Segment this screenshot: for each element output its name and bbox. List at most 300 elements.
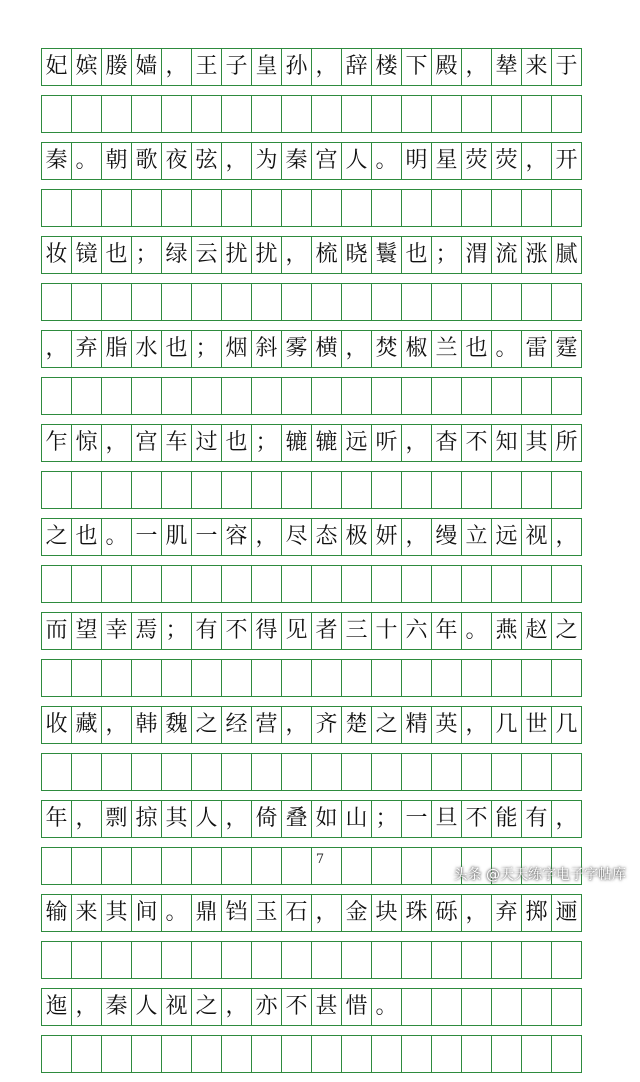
grid-cell: 也 xyxy=(71,518,102,556)
grid-cell: 极 xyxy=(341,518,372,556)
grid-cell xyxy=(41,565,72,603)
grid-cell: 嫱 xyxy=(131,48,162,86)
grid-cell xyxy=(221,283,252,321)
grid-cell: 之 xyxy=(551,612,582,650)
grid-cell: 惜 xyxy=(341,988,372,1026)
grid-cell: 铛 xyxy=(221,894,252,932)
copybook-grid xyxy=(41,48,599,1082)
grid-cell: 远 xyxy=(491,518,522,556)
grid-cell: ， xyxy=(221,988,252,1026)
grid-cell: 逦 xyxy=(551,894,582,932)
grid-cell xyxy=(71,283,102,321)
grid-cell xyxy=(371,753,402,791)
blank-practice-row xyxy=(41,377,599,415)
grid-cell xyxy=(161,283,192,321)
grid-cell xyxy=(461,189,492,227)
grid-cell: 玉 xyxy=(251,894,282,932)
grid-cell: 朝 xyxy=(101,142,132,180)
grid-cell xyxy=(251,659,282,697)
grid-cell xyxy=(311,565,342,603)
grid-cell xyxy=(461,377,492,415)
grid-cell: 开 xyxy=(551,142,582,180)
grid-cell xyxy=(281,189,312,227)
blank-practice-row xyxy=(41,1035,599,1073)
grid-cell xyxy=(461,988,492,1026)
grid-cell xyxy=(491,565,522,603)
grid-cell: 有 xyxy=(191,612,222,650)
grid-cell: 不 xyxy=(461,424,492,462)
grid-cell xyxy=(311,95,342,133)
grid-cell xyxy=(311,471,342,509)
grid-cell xyxy=(71,941,102,979)
grid-cell: 也 xyxy=(221,424,252,462)
grid-cell xyxy=(41,941,72,979)
grid-cell: 。 xyxy=(101,518,132,556)
grid-cell xyxy=(131,753,162,791)
grid-cell: 世 xyxy=(521,706,552,744)
grid-cell xyxy=(491,95,522,133)
grid-cell xyxy=(341,471,372,509)
grid-cell xyxy=(281,283,312,321)
grid-cell: 人 xyxy=(131,988,162,1026)
grid-cell xyxy=(221,941,252,979)
grid-cell: 砾 xyxy=(431,894,462,932)
grid-cell: ， xyxy=(311,894,342,932)
grid-cell xyxy=(131,659,162,697)
grid-cell: ， xyxy=(221,800,252,838)
grid-cell: ， xyxy=(311,48,342,86)
grid-cell: 绿 xyxy=(161,236,192,274)
grid-cell xyxy=(551,753,582,791)
grid-cell: 镜 xyxy=(71,236,102,274)
grid-cell: 见 xyxy=(281,612,312,650)
grid-cell xyxy=(341,941,372,979)
grid-cell: 不 xyxy=(281,988,312,1026)
grid-cell: 亦 xyxy=(251,988,282,1026)
grid-cell: 楚 xyxy=(341,706,372,744)
grid-cell: 子 xyxy=(221,48,252,86)
grid-cell xyxy=(431,189,462,227)
grid-cell: 尽 xyxy=(281,518,312,556)
grid-cell xyxy=(251,941,282,979)
grid-cell: 赵 xyxy=(521,612,552,650)
grid-cell xyxy=(251,471,282,509)
grid-cell: 一 xyxy=(131,518,162,556)
page-number: 7 xyxy=(315,852,325,867)
grid-cell xyxy=(551,565,582,603)
grid-cell: 态 xyxy=(311,518,342,556)
grid-cell xyxy=(341,95,372,133)
grid-cell xyxy=(281,565,312,603)
grid-cell xyxy=(401,565,432,603)
grid-cell: 殿 xyxy=(431,48,462,86)
grid-cell xyxy=(461,659,492,697)
watermark: 头条 @天天练字电子字帖库 xyxy=(453,867,626,883)
grid-cell: 弃 xyxy=(491,894,522,932)
grid-cell: 弦 xyxy=(191,142,222,180)
grid-cell: 一 xyxy=(191,518,222,556)
grid-cell: 也 xyxy=(461,330,492,368)
grid-cell: 间 xyxy=(131,894,162,932)
grid-cell: ； xyxy=(191,330,222,368)
grid-cell xyxy=(131,1035,162,1073)
blank-practice-row xyxy=(41,565,599,603)
grid-cell xyxy=(551,377,582,415)
grid-cell xyxy=(191,565,222,603)
grid-cell: 肌 xyxy=(161,518,192,556)
grid-cell xyxy=(461,95,492,133)
grid-cell xyxy=(251,95,282,133)
grid-cell xyxy=(521,471,552,509)
grid-cell: 秦 xyxy=(41,142,72,180)
grid-cell: 王 xyxy=(191,48,222,86)
grid-cell: 几 xyxy=(551,706,582,744)
grid-cell: 之 xyxy=(371,706,402,744)
grid-cell xyxy=(281,471,312,509)
grid-cell: 叠 xyxy=(281,800,312,838)
grid-cell xyxy=(401,95,432,133)
grid-cell xyxy=(371,941,402,979)
grid-cell: 有 xyxy=(521,800,552,838)
grid-cell: 年 xyxy=(41,800,72,838)
grid-cell: 齐 xyxy=(311,706,342,744)
grid-cell: 能 xyxy=(491,800,522,838)
grid-cell xyxy=(71,377,102,415)
grid-cell: 。 xyxy=(491,330,522,368)
grid-cell: ； xyxy=(251,424,282,462)
text-row xyxy=(41,424,599,462)
grid-cell xyxy=(521,1035,552,1073)
text-row xyxy=(41,236,599,274)
grid-cell xyxy=(41,95,72,133)
grid-cell xyxy=(491,659,522,697)
grid-cell: 脂 xyxy=(101,330,132,368)
grid-cell xyxy=(101,471,132,509)
grid-cell: 兰 xyxy=(431,330,462,368)
grid-cell xyxy=(311,283,342,321)
grid-cell xyxy=(521,659,552,697)
grid-cell xyxy=(551,95,582,133)
grid-cell xyxy=(161,753,192,791)
grid-cell: ， xyxy=(161,48,192,86)
grid-cell xyxy=(431,95,462,133)
grid-cell xyxy=(161,471,192,509)
grid-cell xyxy=(551,1035,582,1073)
grid-cell: 者 xyxy=(311,612,342,650)
grid-cell: 星 xyxy=(431,142,462,180)
grid-cell: 英 xyxy=(431,706,462,744)
grid-cell: 鬟 xyxy=(371,236,402,274)
grid-cell: 荧 xyxy=(461,142,492,180)
grid-cell xyxy=(191,659,222,697)
grid-cell xyxy=(401,753,432,791)
grid-cell xyxy=(161,95,192,133)
grid-cell: 焚 xyxy=(371,330,402,368)
grid-cell xyxy=(341,1035,372,1073)
grid-cell xyxy=(221,377,252,415)
grid-cell: 鼎 xyxy=(191,894,222,932)
grid-cell: 孙 xyxy=(281,48,312,86)
grid-cell: 掠 xyxy=(131,800,162,838)
grid-cell: 乍 xyxy=(41,424,72,462)
blank-practice-row xyxy=(41,471,599,509)
grid-cell xyxy=(131,189,162,227)
grid-cell xyxy=(281,1035,312,1073)
grid-cell: 来 xyxy=(71,894,102,932)
grid-cell: 幸 xyxy=(101,612,132,650)
grid-cell xyxy=(191,471,222,509)
grid-cell xyxy=(101,659,132,697)
grid-cell: 其 xyxy=(161,800,192,838)
grid-cell xyxy=(281,95,312,133)
grid-cell xyxy=(521,189,552,227)
grid-cell: 扰 xyxy=(251,236,282,274)
grid-cell: 椒 xyxy=(401,330,432,368)
grid-cell xyxy=(281,753,312,791)
grid-cell xyxy=(131,283,162,321)
grid-cell: 不 xyxy=(221,612,252,650)
grid-cell: ， xyxy=(401,518,432,556)
grid-cell: ， xyxy=(281,236,312,274)
grid-cell xyxy=(521,377,552,415)
grid-cell xyxy=(41,659,72,697)
grid-cell xyxy=(101,941,132,979)
grid-cell: 嫔 xyxy=(71,48,102,86)
grid-cell: ， xyxy=(71,800,102,838)
grid-cell: 掷 xyxy=(521,894,552,932)
grid-cell xyxy=(551,988,582,1026)
grid-cell xyxy=(431,565,462,603)
grid-cell xyxy=(251,753,282,791)
grid-cell: 。 xyxy=(371,142,402,180)
grid-cell xyxy=(191,377,222,415)
grid-cell xyxy=(431,377,462,415)
grid-cell xyxy=(401,283,432,321)
grid-cell: 魏 xyxy=(161,706,192,744)
grid-cell: ， xyxy=(551,800,582,838)
grid-cell: 斜 xyxy=(251,330,282,368)
grid-cell: 弃 xyxy=(71,330,102,368)
blank-practice-row xyxy=(41,753,599,791)
grid-cell: ， xyxy=(551,518,582,556)
grid-cell xyxy=(341,565,372,603)
grid-cell xyxy=(551,283,582,321)
grid-cell: ， xyxy=(461,706,492,744)
grid-cell: 人 xyxy=(341,142,372,180)
grid-cell: 渭 xyxy=(461,236,492,274)
grid-cell xyxy=(371,283,402,321)
grid-cell xyxy=(41,753,72,791)
grid-cell: ； xyxy=(131,236,162,274)
grid-cell xyxy=(371,1035,402,1073)
grid-cell: 横 xyxy=(311,330,342,368)
grid-cell: 金 xyxy=(341,894,372,932)
grid-cell xyxy=(191,95,222,133)
grid-cell: 媵 xyxy=(101,48,132,86)
grid-cell: 明 xyxy=(401,142,432,180)
grid-cell xyxy=(371,189,402,227)
grid-cell xyxy=(161,659,192,697)
grid-cell xyxy=(371,95,402,133)
grid-cell xyxy=(521,565,552,603)
grid-cell: 年 xyxy=(431,612,462,650)
grid-cell: 辘 xyxy=(281,424,312,462)
grid-cell: 秦 xyxy=(281,142,312,180)
grid-cell: 下 xyxy=(401,48,432,86)
grid-cell: 涨 xyxy=(521,236,552,274)
grid-cell xyxy=(251,565,282,603)
grid-cell: ， xyxy=(101,424,132,462)
grid-cell: 为 xyxy=(251,142,282,180)
grid-cell xyxy=(341,659,372,697)
grid-cell: 辇 xyxy=(491,48,522,86)
grid-cell xyxy=(281,659,312,697)
grid-cell: 荧 xyxy=(491,142,522,180)
grid-cell xyxy=(491,283,522,321)
grid-cell xyxy=(491,941,522,979)
grid-cell xyxy=(521,95,552,133)
grid-cell: 缦 xyxy=(431,518,462,556)
grid-cell xyxy=(191,753,222,791)
grid-cell xyxy=(551,941,582,979)
grid-cell: 人 xyxy=(191,800,222,838)
grid-cell: 如 xyxy=(311,800,342,838)
grid-cell xyxy=(401,471,432,509)
grid-cell xyxy=(41,1035,72,1073)
grid-cell: 妍 xyxy=(371,518,402,556)
grid-cell: 韩 xyxy=(131,706,162,744)
grid-cell xyxy=(101,283,132,321)
grid-cell: 扰 xyxy=(221,236,252,274)
grid-cell: 精 xyxy=(401,706,432,744)
grid-cell xyxy=(491,753,522,791)
grid-cell: 听 xyxy=(371,424,402,462)
grid-cell xyxy=(41,189,72,227)
grid-cell xyxy=(281,377,312,415)
grid-cell xyxy=(491,189,522,227)
grid-cell: 宫 xyxy=(131,424,162,462)
grid-cell: 也 xyxy=(101,236,132,274)
grid-cell: 视 xyxy=(521,518,552,556)
grid-cell: ， xyxy=(341,330,372,368)
grid-cell xyxy=(341,189,372,227)
grid-cell xyxy=(311,941,342,979)
grid-cell xyxy=(431,283,462,321)
grid-cell xyxy=(431,988,462,1026)
text-row xyxy=(41,142,599,180)
grid-cell: 之 xyxy=(191,706,222,744)
grid-cell xyxy=(251,377,282,415)
grid-cell: 来 xyxy=(521,48,552,86)
grid-cell: 迤 xyxy=(41,988,72,1026)
grid-cell: ， xyxy=(521,142,552,180)
grid-cell: 不 xyxy=(461,800,492,838)
grid-cell: 焉 xyxy=(131,612,162,650)
grid-cell: 。 xyxy=(461,612,492,650)
grid-cell xyxy=(431,471,462,509)
grid-cell xyxy=(521,941,552,979)
grid-cell: 秦 xyxy=(101,988,132,1026)
grid-cell: 腻 xyxy=(551,236,582,274)
grid-cell: 剽 xyxy=(101,800,132,838)
grid-cell: 几 xyxy=(491,706,522,744)
grid-cell: 烟 xyxy=(221,330,252,368)
grid-cell: 楼 xyxy=(371,48,402,86)
grid-cell xyxy=(191,189,222,227)
grid-cell xyxy=(431,941,462,979)
grid-cell xyxy=(311,659,342,697)
grid-cell xyxy=(551,659,582,697)
grid-cell: 妃 xyxy=(41,48,72,86)
grid-cell: 山 xyxy=(341,800,372,838)
grid-cell xyxy=(71,565,102,603)
grid-cell: 也 xyxy=(161,330,192,368)
grid-cell xyxy=(131,95,162,133)
grid-cell: 辞 xyxy=(341,48,372,86)
grid-cell xyxy=(551,189,582,227)
grid-cell: 块 xyxy=(371,894,402,932)
grid-cell: 也 xyxy=(401,236,432,274)
blank-practice-row xyxy=(41,283,599,321)
grid-cell: 惊 xyxy=(71,424,102,462)
grid-cell: 旦 xyxy=(431,800,462,838)
blank-practice-row xyxy=(41,941,599,979)
grid-cell xyxy=(191,1035,222,1073)
grid-cell: 皇 xyxy=(251,48,282,86)
grid-cell: 流 xyxy=(491,236,522,274)
grid-cell: 。 xyxy=(71,142,102,180)
grid-cell xyxy=(161,377,192,415)
grid-cell xyxy=(101,565,132,603)
grid-cell xyxy=(71,1035,102,1073)
grid-cell: 梳 xyxy=(311,236,342,274)
grid-cell xyxy=(71,753,102,791)
grid-cell: 营 xyxy=(251,706,282,744)
grid-cell: 之 xyxy=(191,988,222,1026)
grid-cell: 藏 xyxy=(71,706,102,744)
grid-cell xyxy=(341,377,372,415)
grid-cell: 于 xyxy=(551,48,582,86)
blank-practice-row xyxy=(41,189,599,227)
text-row xyxy=(41,706,599,744)
grid-cell: 经 xyxy=(221,706,252,744)
grid-cell: 甚 xyxy=(311,988,342,1026)
grid-cell xyxy=(131,377,162,415)
grid-cell xyxy=(191,941,222,979)
grid-cell: 霆 xyxy=(551,330,582,368)
grid-cell xyxy=(461,471,492,509)
grid-cell xyxy=(101,377,132,415)
grid-cell xyxy=(461,283,492,321)
grid-cell: 珠 xyxy=(401,894,432,932)
grid-cell: ， xyxy=(101,706,132,744)
grid-cell xyxy=(41,377,72,415)
grid-cell xyxy=(311,189,342,227)
grid-cell xyxy=(191,283,222,321)
grid-cell: ， xyxy=(71,988,102,1026)
grid-cell xyxy=(461,565,492,603)
text-row xyxy=(41,800,599,838)
grid-cell xyxy=(41,471,72,509)
grid-cell: 雷 xyxy=(521,330,552,368)
grid-cell: 而 xyxy=(41,612,72,650)
grid-cell: ； xyxy=(161,612,192,650)
grid-cell xyxy=(161,565,192,603)
grid-cell xyxy=(101,189,132,227)
grid-cell: ， xyxy=(221,142,252,180)
grid-cell: 收 xyxy=(41,706,72,744)
grid-cell xyxy=(221,1035,252,1073)
